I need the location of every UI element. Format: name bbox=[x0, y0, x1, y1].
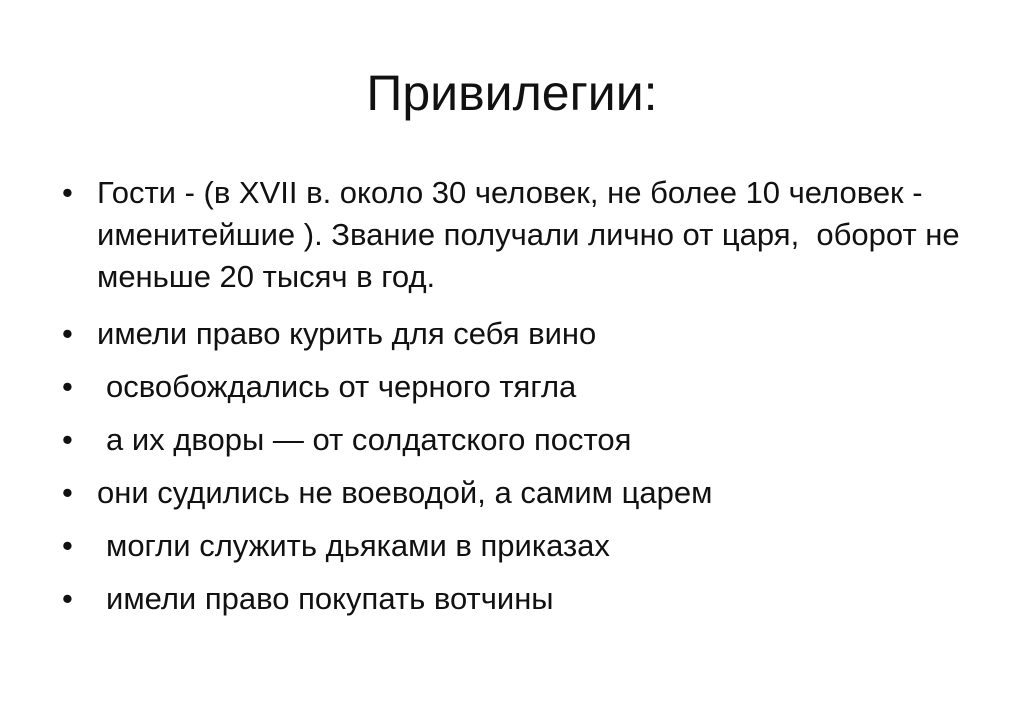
bullet-item-court bbox=[62, 472, 962, 514]
bullet-text: Гости - (в XVII в. около 30 человек, не более 10 человек - именитейшие ). Звание получали лично от царя, оборот не меньше 20 тысяч в год. bbox=[97, 175, 969, 294]
bullet-text: они судились не воеводой, а самим царем bbox=[97, 475, 713, 510]
bullet-item-tax bbox=[62, 366, 962, 408]
bullet-item-guests bbox=[62, 172, 969, 298]
bullet-text: имели право покупать вотчины bbox=[106, 581, 554, 616]
bullet-text: имели право курить для себя вино bbox=[97, 316, 597, 351]
bullet-text: могли служить дьяками в приказах bbox=[106, 528, 610, 563]
bullet-dot-icon: • bbox=[62, 316, 73, 351]
bullet-item-quarters bbox=[62, 419, 962, 461]
bullet-dot-icon: • bbox=[62, 175, 73, 210]
bullet-dot-icon: • bbox=[62, 475, 73, 510]
slide-title: Привилегии: bbox=[366, 65, 658, 121]
bullet-dot-icon: • bbox=[62, 581, 73, 616]
bullet-item-clerks bbox=[62, 525, 962, 567]
bullet-item-wine bbox=[62, 313, 962, 355]
bullet-dot-icon: • bbox=[62, 369, 73, 404]
bullet-dot-icon: • bbox=[62, 528, 73, 563]
bullet-text: освобождались от черного тягла bbox=[106, 369, 577, 404]
bullet-item-estates bbox=[62, 578, 962, 620]
bullet-list bbox=[62, 172, 969, 631]
bullet-text: а их дворы — от солдатского постоя bbox=[106, 422, 632, 457]
bullet-dot-icon: • bbox=[62, 422, 73, 457]
